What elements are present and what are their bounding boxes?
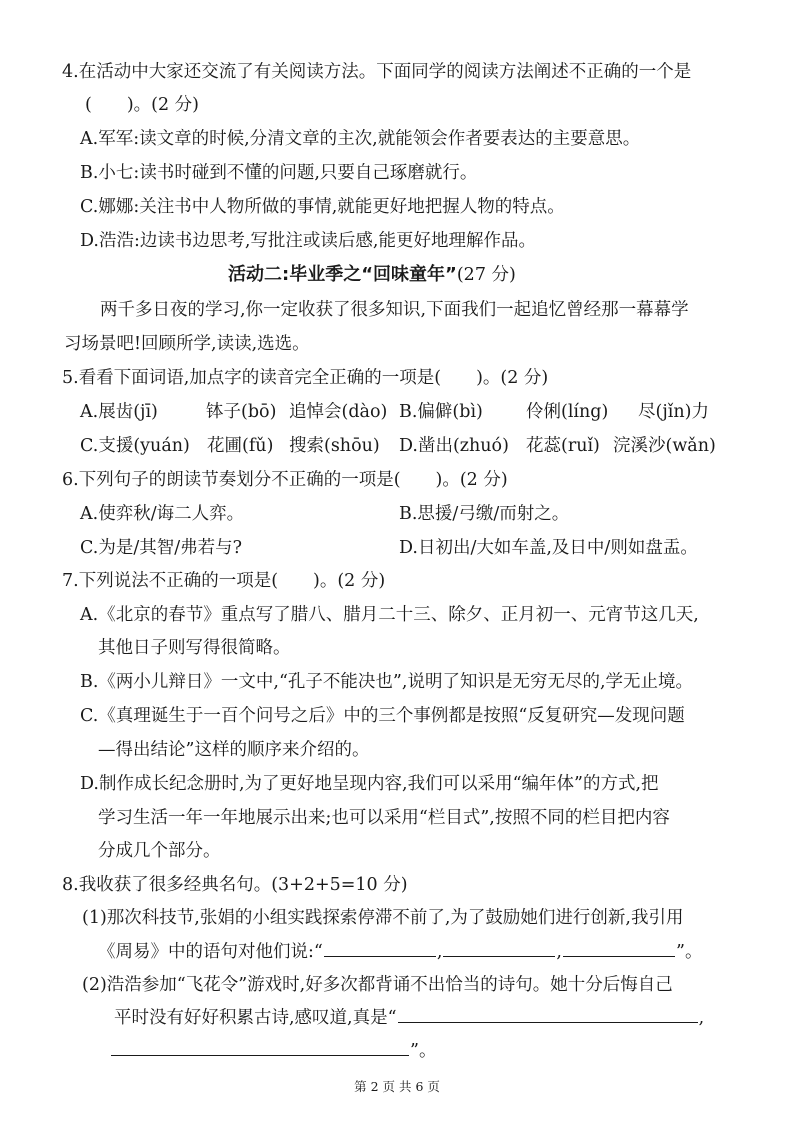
activity2-intro-1: 两千多日夜的学习,你一定收获了很多知识,下面我们一起追忆曾经那一幕幕学 <box>100 300 689 320</box>
answer-blank-5[interactable] <box>111 1039 409 1056</box>
comma-3: , <box>698 1008 705 1028</box>
q4-stem: 4.在活动中大家还交流了有关阅读方法。下面同学的阅读方法阐述不正确的一个是 <box>62 62 692 82</box>
q5-a-word-2: 钵子(bō) <box>206 402 277 422</box>
q4-option-a: A.军军:读文章的时候,分清文章的主次,就能领会作者要表达的主要意思。 <box>80 129 641 149</box>
q5-d-word-3: 浣溪沙(wǎn) <box>613 436 716 456</box>
q5-stem: 5.看看下面词语,加点字的读音完全正确的一项是( )。(2 分) <box>62 368 549 388</box>
q5-b-word-3: 尽(jǐn)力 <box>638 402 709 422</box>
q4-option-d: D.浩浩:边读书边思考,写批注或读后感,能更好地理解作品。 <box>80 231 536 251</box>
answer-blank-2[interactable] <box>443 940 555 957</box>
q8-part1-line-2 <box>98 940 702 964</box>
q7-option-c-line-1: C.《真理诞生于一百个问号之后》中的三个事例都是按照“反复研究—发现问题 <box>80 706 685 726</box>
q6-stem: 6.下列句子的朗读节奏划分不正确的一项是( )。(2 分) <box>62 470 508 490</box>
q8-part2-line-2 <box>114 1006 704 1030</box>
q5-d-word-2: 花蕊(ruǐ) <box>526 436 600 456</box>
answer-blank-3[interactable] <box>563 940 675 957</box>
q5-c-word-3: 搜索(shōu) <box>289 436 380 456</box>
q4-option-c: C.娜娜:关注书中人物所做的事情,就能更好地把握人物的特点。 <box>80 197 565 217</box>
q8-part2-suffix: ”。 <box>410 1041 437 1061</box>
activity2-intro-2: 习场景吧!回顾所学,读读,选选。 <box>64 334 310 354</box>
activity2-heading <box>228 263 516 287</box>
q5-a-word-1: A.展齿(jī) <box>80 402 158 422</box>
q4-option-b: B.小七:读书时碰到不懂的问题,只要自己琢磨就行。 <box>80 163 478 183</box>
q6-option-d: D.日初出/大如车盖,及日中/则如盘盂。 <box>399 538 698 558</box>
answer-blank-4[interactable] <box>398 1006 698 1023</box>
q6-option-a: A.使弈秋/诲二人弈。 <box>80 504 245 524</box>
q8-part1-suffix: ”。 <box>676 942 703 962</box>
q8-part1-line-1: (1)那次科技节,张娟的小组实践探索停滞不前了,为了鼓励她们进行创新,我引用 <box>82 908 684 928</box>
comma-1: , <box>436 942 443 962</box>
q5-c-word-2: 花圃(fǔ) <box>207 436 274 456</box>
q6-option-b: B.思援/弓缴/而射之。 <box>399 504 570 524</box>
q7-option-d-line-2: 学习生活一年一年地展示出来;也可以采用“栏目式”,按照不同的栏目把内容 <box>98 808 670 828</box>
q8-part1-prefix: 《周易》中的语句对他们说:“ <box>98 942 323 962</box>
q5-d-word-1: D.凿出(zhuó) <box>399 436 509 456</box>
q8-part2-prefix: 平时没有好好积累古诗,感叹道,真是“ <box>114 1008 397 1028</box>
q7-option-b: B.《两小儿辩日》一文中,“孔子不能决也”,说明了知识是无穷无尽的,学无止境。 <box>80 672 694 692</box>
activity2-score: (27 分) <box>456 265 516 285</box>
q5-b-word-2: 伶俐(líng) <box>526 402 609 422</box>
q7-option-d-line-1: D.制作成长纪念册时,为了更好地呈现内容,我们可以采用“编年体”的方式,把 <box>80 774 659 794</box>
q7-option-c-line-2: —得出结论”这样的顺序来介绍的。 <box>98 740 370 760</box>
q7-stem: 7.下列说法不正确的一项是( )。(2 分) <box>62 571 386 591</box>
q7-option-a-line-1: A.《北京的春节》重点写了腊八、腊月二十三、除夕、正月初一、元宵节这几天, <box>80 605 699 625</box>
activity2-title: 活动二:毕业季之“回味童年” <box>228 264 457 285</box>
q7-option-a-line-2: 其他日子则写得很简略。 <box>98 638 291 658</box>
q7-option-d-line-3: 分成几个部分。 <box>98 841 221 861</box>
answer-blank-1[interactable] <box>324 940 436 957</box>
q6-option-c: C.为是/其智/弗若与? <box>80 538 243 558</box>
q8-stem: 8.我收获了很多经典名句。(3+2+5=10 分) <box>62 875 408 895</box>
q8-part2-line-3 <box>110 1039 436 1063</box>
comma-2: , <box>556 942 562 962</box>
q5-b-word-1: B.偏僻(bì) <box>399 402 483 422</box>
q5-c-word-1: C.支援(yuán) <box>80 436 190 456</box>
q5-a-word-3: 追悼会(dào) <box>289 402 388 422</box>
page-number: 第 2 页 共 6 页 <box>354 1079 440 1094</box>
q8-part2-line-1: (2)浩浩参加“飞花令”游戏时,好多次都背诵不出恰当的诗句。她十分后悔自己 <box>82 975 673 995</box>
q4-answer-blank: ( )。(2 分) <box>85 95 200 115</box>
